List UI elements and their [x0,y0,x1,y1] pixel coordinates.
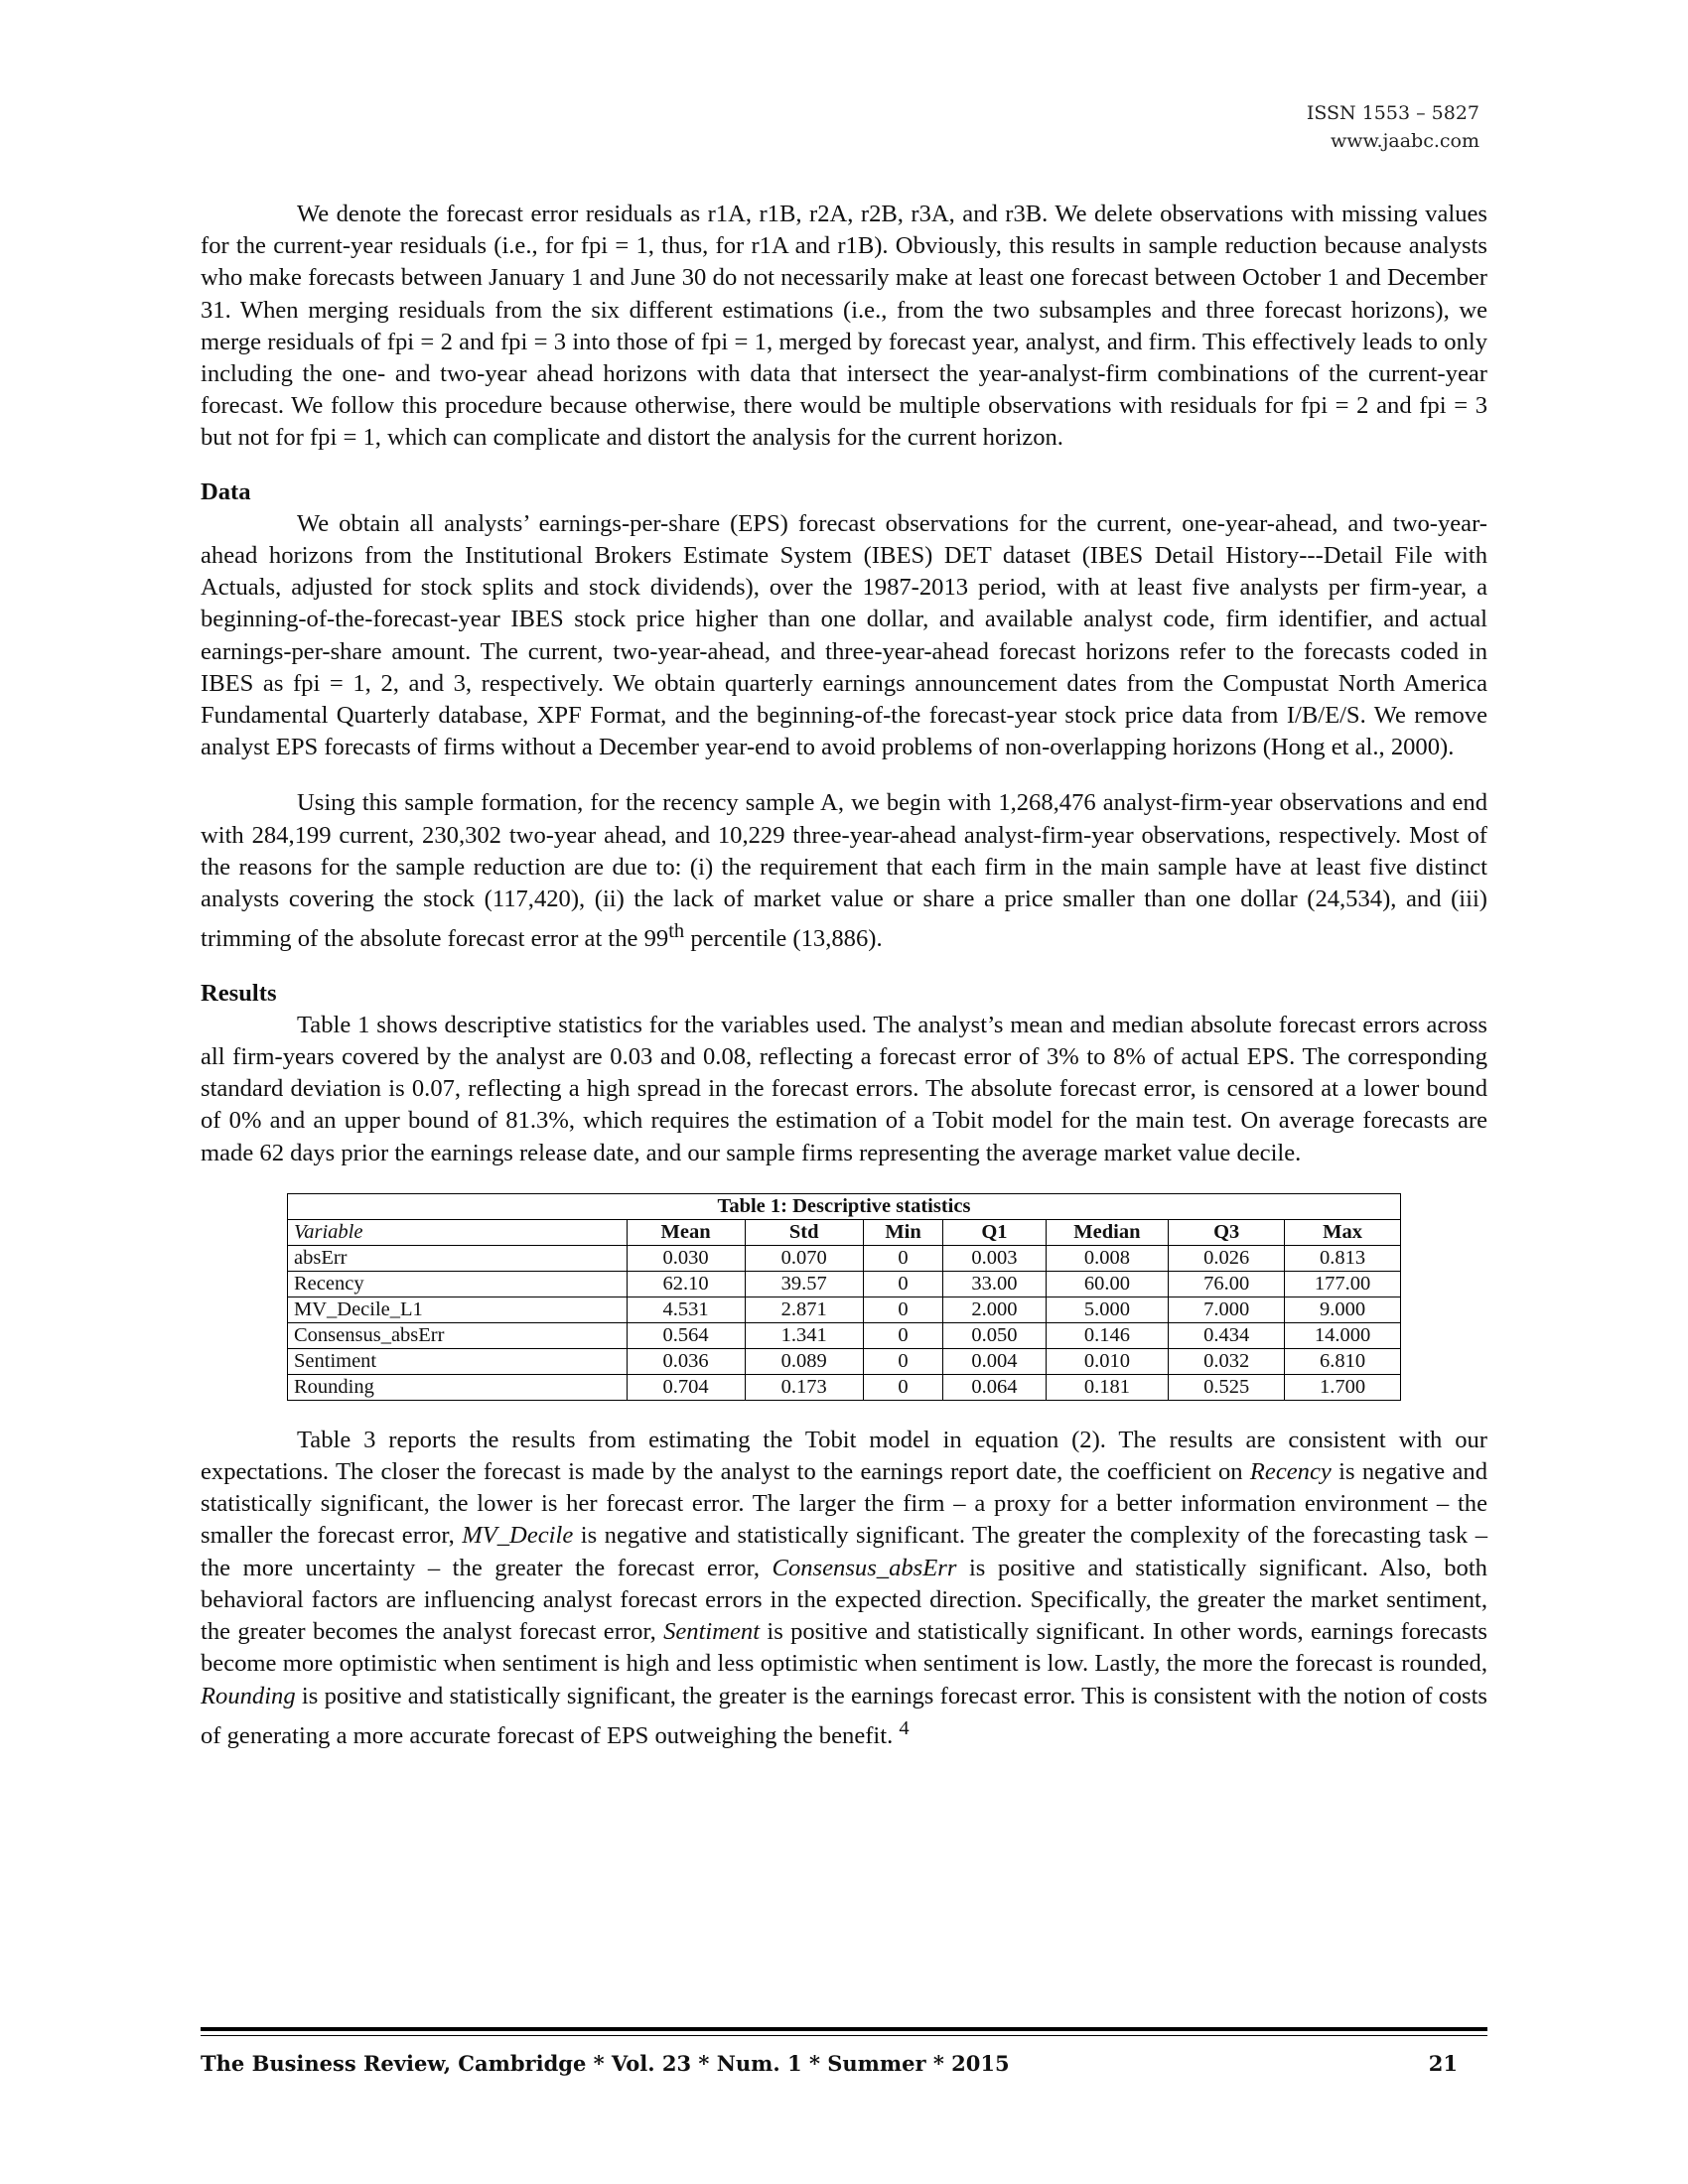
paragraph-results: Table 1 shows descriptive statistics for the variables used. The analyst’s mean and median absolute forecast errors across all firm-years covered by the analyst are 0.03 and 0.08, reflecting a forecast error of 3% to 8% of actual EPS. The corresponding standard deviation is 0.07, reflecting a high spread in the forecast errors. The absolute forecast error, is censored at a lower bound of 0% and an upper bound of 81.3%, which requires the estimation of a Tobit model for the main test. On average forecasts are made 62 days prior the earnings release date, and our sample firms representing the average market value decile. [201,1011,1487,1166]
journal-citation: The Business Review, Cambridge * Vol. 23 * Num. 1 * Summer * 2015 [201,2051,1010,2076]
value-cell: 0 [863,1245,943,1271]
value-cell: 33.00 [943,1271,1046,1297]
value-cell: 1.700 [1285,1374,1401,1400]
value-cell: 0.036 [627,1348,745,1374]
value-cell: 0 [863,1271,943,1297]
table-row [288,1271,1401,1297]
value-cell: 7.000 [1169,1297,1285,1322]
value-cell: 0.089 [745,1348,863,1374]
variable-cell: Rounding [288,1374,628,1400]
paragraph-data: We obtain all analysts’ earnings-per-share (EPS) forecast observations for the current, one-year-ahead, and two-year-ahead horizons from the Institutional Brokers Estimate System (IBES) DET dataset (IBES Detail History---Detail File with Actuals, adjusted for stock splits and stock dividends), over the 1987-2013 period, with at least five analysts per firm-year, a beginning-of-the-forecast-year IBES stock price higher than one dollar, and available analyst code, firm identifier, and actual earnings-per-share amount. The current, two-year-ahead, and three-year-ahead forecast horizons refer to the forecasts coded in IBES as fpi = 1, 2, and 3, respectively. We obtain quarterly earnings announcement dates from the Compustat North America Fundamental Quarterly database, XPF Format, and the beginning-of-the forecast-year stock price data from I/B/E/S. We remove analyst EPS forecasts of firms without a December year-end to avoid problems of non-overlapping horizons (Hong et al., 2000). [201,509,1487,761]
value-cell: 0.064 [943,1374,1046,1400]
text-run: is positive and statistically significant. Also, both behavioral factors are influencing analyst forecast errors in the expected direction. Specifically, the greater the market sentiment, the greater becomes the analyst forecast error, [201,1554,1487,1646]
text-run: is positive and statistically significant. In other words, earnings forecasts become more optimistic when sentiment is high and less optimistic when sentiment is low. Lastly, the more the forecast is rounded, [201,1618,1487,1678]
descriptive-statistics-table [287,1193,1401,1401]
value-cell: 39.57 [745,1271,863,1297]
value-cell: 0.173 [745,1374,863,1400]
column-header: Q3 [1169,1219,1285,1245]
text-run: is positive and statistically significant, the greater is the earnings forecast error. This is consistent with the notion of costs of generating a more accurate forecast of EPS outweighing the benefit. [201,1682,1487,1749]
section-heading-results: Results [201,979,277,1007]
value-cell: 177.00 [1285,1271,1401,1297]
value-cell: 0 [863,1297,943,1322]
value-cell: 62.10 [627,1271,745,1297]
variable-cell: Sentiment [288,1348,628,1374]
value-cell: 0.146 [1046,1322,1169,1348]
footer-rule-thick [201,2027,1487,2031]
value-cell: 0.008 [1046,1245,1169,1271]
value-cell: 0.704 [627,1374,745,1400]
column-header: Std [745,1219,863,1245]
page-number: 21 [1428,2051,1458,2076]
paragraph-sample [201,787,1487,955]
page-header [1307,99,1479,155]
value-cell: 60.00 [1046,1271,1169,1297]
value-cell: 4.531 [627,1297,745,1322]
table-title: Table 1: Descriptive statistics [288,1193,1401,1219]
sample-text: Using this sample formation, for the recency sample A, we begin with 1,268,476 analyst-firm-year observations and end with 284,199 current, 230,302 two-year ahead, and 10,229 three-year-ahead analyst-firm-year observations, respectively. Most of the reasons for the sample reduction are due to: (i) the requirement that each firm in the main sample have at least five distinct analysts covering the stock (117,420), (ii) the lack of market value or share a price smaller than one dollar (24,534), and (iii) trimming of the absolute forecast error at the 99 [201,789,1487,953]
text-run: is negative and statistically significant. The greater the complexity of the forecasting task – the more uncertainty – the greater the forecast error, [201,1522,1487,1581]
ordinal-superscript: th [668,920,685,943]
value-cell: 0.070 [745,1245,863,1271]
value-cell: 0.181 [1046,1374,1169,1400]
value-cell: 2.871 [745,1297,863,1322]
value-cell: 0.050 [943,1322,1046,1348]
table-row [288,1348,1401,1374]
variable-name: Consensus_absErr [772,1554,957,1581]
value-cell: 0.525 [1169,1374,1285,1400]
variable-cell: Consensus_absErr [288,1322,628,1348]
section-heading-data: Data [201,478,251,505]
value-cell: 0.003 [943,1245,1046,1271]
text-run: Table 3 reports the results from estimating the Tobit model in equation (2). The results are consistent with our expectations. The closer the forecast is made by the analyst to the earnings report date, the coefficient on [201,1426,1487,1486]
variable-name: MV_Decile [462,1522,574,1550]
column-header: Q1 [943,1219,1046,1245]
column-header: Mean [627,1219,745,1245]
value-cell: 6.810 [1285,1348,1401,1374]
value-cell: 0 [863,1374,943,1400]
value-cell: 0.026 [1169,1245,1285,1271]
sample-text-end: percentile (13,886). [684,925,883,953]
variable-name: Rounding [201,1682,296,1709]
value-cell: 2.000 [943,1297,1046,1322]
column-header: Median [1046,1219,1169,1245]
value-cell: 0.004 [943,1348,1046,1374]
table-row [288,1297,1401,1322]
value-cell: 76.00 [1169,1271,1285,1297]
issn: ISSN 1553 – 5827 [1306,102,1479,124]
value-cell: 5.000 [1046,1297,1169,1322]
value-cell: 0.564 [627,1322,745,1348]
variable-cell: absErr [288,1245,628,1271]
value-cell: 0 [863,1322,943,1348]
variable-name: Recency [1249,1458,1332,1486]
table-header-row [288,1219,1401,1245]
value-cell: 0.032 [1169,1348,1285,1374]
variable-cell: Recency [288,1271,628,1297]
table-caption-row [288,1193,1401,1219]
paragraph-tobit-results [201,1425,1487,1752]
value-cell: 14.000 [1285,1322,1401,1348]
footer-rule-thin [201,2035,1487,2036]
paragraph-residuals: We denote the forecast error residuals as r1A, r1B, r2A, r2B, r3A, and r3B. We delete observations with missing values for the current-year residuals (i.e., for fpi = 1, thus, for r1A and r1B). Obviously, this results in sample reduction because analysts who make forecasts between January 1 and June 30 do not necessarily make at least one forecast between October 1 and December 31. When merging residuals from the six different estimations (i.e., from the two subsamples and three forecast horizons), we merge residuals of fpi = 2 and fpi = 3 into those of fpi = 1, merged by forecast year, analyst, and firm. This effectively leads to only including the one- and two-year ahead horizons with data that intersect the year-analyst-firm combinations of the current-year forecast. We follow this procedure because otherwise, there would be multiple observations with residuals for fpi = 2 and fpi = 3 but not for fpi = 1, which can complicate and distort the analysis for the current horizon. [201,201,1487,452]
table-row [288,1374,1401,1400]
column-header: Variable [288,1219,628,1245]
variable-name: Sentiment [663,1618,761,1646]
footnote-reference: 4 [899,1716,910,1739]
value-cell: 9.000 [1285,1297,1401,1322]
value-cell: 0.030 [627,1245,745,1271]
text-run: is negative and statistically significant, the lower is her forecast error. The larger the firm – a proxy for a better information environment – the smaller the forecast error, [201,1458,1487,1550]
table-row [288,1322,1401,1348]
variable-cell: MV_Decile_L1 [288,1297,628,1322]
column-header: Max [1285,1219,1401,1245]
column-header: Min [863,1219,943,1245]
website: www.jaabc.com [1330,130,1479,152]
value-cell: 1.341 [745,1322,863,1348]
table-row [288,1245,1401,1271]
value-cell: 0.434 [1169,1322,1285,1348]
value-cell: 0.813 [1285,1245,1401,1271]
article-body [201,199,1487,1752]
value-cell: 0.010 [1046,1348,1169,1374]
value-cell: 0 [863,1348,943,1374]
